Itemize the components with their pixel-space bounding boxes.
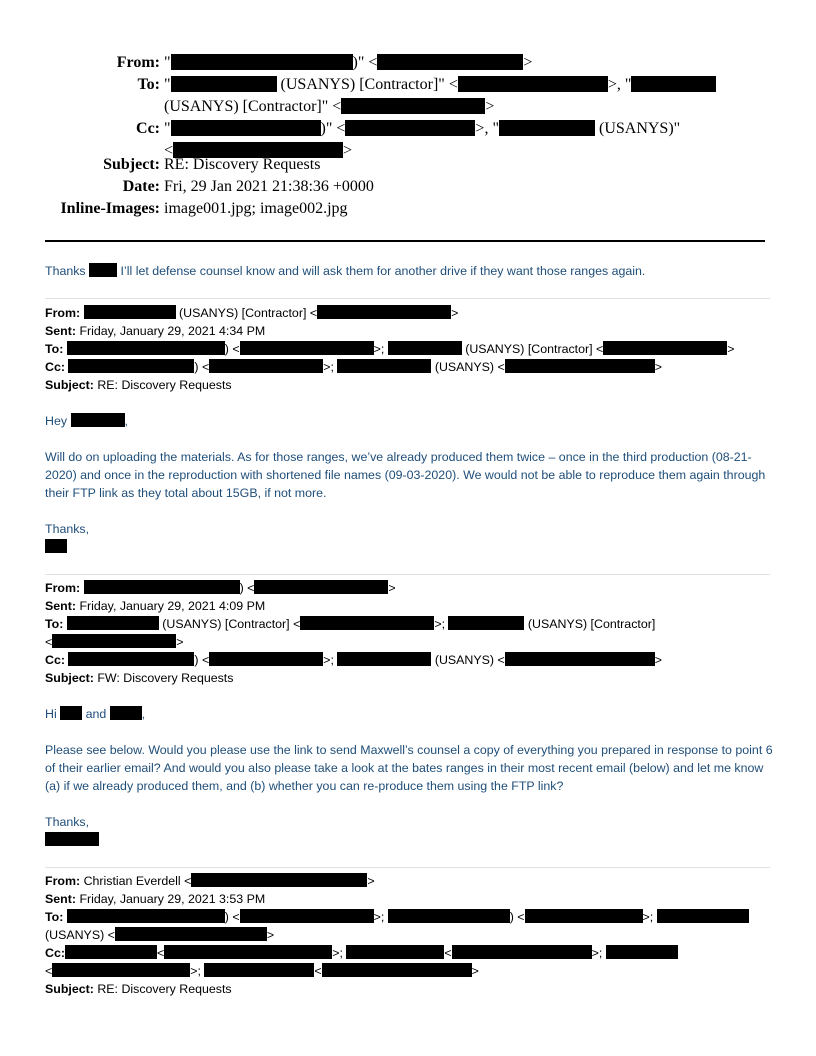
sent-value: Friday, January 29, 2021 3:53 PM <box>79 892 266 906</box>
redaction <box>240 909 374 923</box>
redaction <box>525 909 643 923</box>
email1-thanks: Thanks, <box>45 522 90 536</box>
message-separator <box>45 298 770 299</box>
header-divider <box>45 240 765 242</box>
redaction <box>631 76 716 92</box>
header-date-row <box>0 176 800 198</box>
redaction <box>458 76 608 92</box>
redaction <box>240 341 374 355</box>
redaction <box>171 120 321 136</box>
cc-label: Cc: <box>45 360 65 374</box>
org-tag: (USANYS) [Contractor] <box>280 76 439 93</box>
redaction <box>209 359 323 373</box>
email1-body: Will do on uploading the materials. As for those ranges, we’ve already produced them twice – once in the third production (08-21-2020) and once in the reproduction with shortened file names (09-03-2020). We would not be able to reproduce them again through their FTP link as they total about 15GB, if not more. <box>45 450 766 500</box>
redaction <box>254 580 388 594</box>
email2-greeting: Hi and , <box>45 707 146 721</box>
header-to-value: " (USANYS) [Contractor]" < >, " (USANYS) [Contractor]" < > <box>164 74 716 118</box>
header-date-value: Fri, 29 Jan 2021 21:38:36 +0000 <box>164 178 374 195</box>
to-label: To: <box>45 910 64 924</box>
redaction <box>209 652 323 666</box>
redaction <box>603 341 727 355</box>
redaction <box>452 945 592 959</box>
redaction <box>346 945 444 959</box>
redaction <box>115 927 267 941</box>
reply-text: I’ll let defense counsel know and will ask them for another drive if they want those ranges again. <box>120 264 646 278</box>
sent-value: Friday, January 29, 2021 4:34 PM <box>79 324 266 338</box>
redaction <box>171 76 277 92</box>
redaction <box>505 652 655 666</box>
org-tag: (USANYS) [Contractor] <box>527 617 656 631</box>
redaction <box>110 706 142 720</box>
greeting: Hi <box>45 707 57 721</box>
email2-sent <box>45 597 265 615</box>
org-tag: (USANYS) [Contractor] <box>164 98 322 115</box>
from-label: From: <box>45 581 81 595</box>
email3-to: To: ) < >; ) < >; <box>45 908 749 926</box>
org-tag: (USANYS) <box>598 120 674 137</box>
email1-to: To: ) < >; (USANYS) [Contractor] < > <box>45 342 735 356</box>
redaction <box>388 341 462 355</box>
redaction <box>337 359 431 373</box>
email2-from: From: ) < > <box>45 581 396 595</box>
email2-to-cont: < > <box>45 635 184 649</box>
redaction <box>89 263 117 277</box>
header-subject-row <box>0 154 800 176</box>
sent-label: Sent: <box>45 599 76 613</box>
redaction <box>388 909 510 923</box>
redaction <box>84 580 240 594</box>
subject-value: FW: Discovery Requests <box>97 671 234 685</box>
redaction <box>67 341 225 355</box>
redaction <box>300 616 434 630</box>
header-to-row <box>0 74 800 118</box>
sent-label: Sent: <box>45 324 76 338</box>
sent-label: Sent: <box>45 892 76 906</box>
redaction <box>84 305 176 319</box>
email3-sent <box>45 890 265 908</box>
subject-label: Subject: <box>45 671 94 685</box>
org-tag: (USANYS) [Contractor] <box>179 306 307 320</box>
cc-label: Cc: <box>45 653 65 667</box>
email1-signature <box>45 538 67 556</box>
org-tag: (USANYS) <box>45 928 105 942</box>
email3-cc-cont: < >; < > <box>45 964 479 978</box>
greeting-and: and <box>85 707 107 721</box>
redaction <box>65 945 157 959</box>
email2-signature <box>45 831 99 849</box>
greeting: Hey <box>45 414 68 428</box>
redaction <box>317 305 451 319</box>
redaction <box>52 963 190 977</box>
redaction <box>68 652 194 666</box>
header-from-row <box>0 52 800 74</box>
email3-from: From: Christian Everdell < > <box>45 874 375 888</box>
redaction <box>448 616 524 630</box>
email1-greeting: Hey , <box>45 414 128 428</box>
redaction <box>68 359 194 373</box>
redaction <box>60 706 82 720</box>
org-tag: (USANYS) <box>434 360 495 374</box>
redaction <box>204 963 314 977</box>
header-subject-label: Subject: <box>103 156 160 173</box>
header-subject-value: RE: Discovery Requests <box>164 156 321 173</box>
reply-line <box>45 262 645 280</box>
from-label: From: <box>45 874 81 888</box>
email2-thanks: Thanks, <box>45 815 90 829</box>
redaction <box>341 98 485 114</box>
redaction <box>45 539 67 553</box>
header-inline-images-value: image001.jpg; image002.jpg <box>164 200 348 217</box>
email1-subject <box>45 376 232 394</box>
message-separator <box>45 867 770 868</box>
redaction <box>171 54 353 70</box>
header-cc-label: Cc: <box>136 120 160 137</box>
redaction <box>657 909 749 923</box>
header-cc-value: " )" < >, " (USANYS)" < > <box>164 120 681 159</box>
header-inline-images-label: Inline-Images: <box>60 200 160 217</box>
redaction <box>52 634 176 648</box>
cc-label: Cc: <box>45 946 65 960</box>
redaction <box>67 909 225 923</box>
subject-label: Subject: <box>45 982 94 996</box>
email2-cc: Cc: ) < >; (USANYS) < > <box>45 653 662 667</box>
header-from-label: From: <box>116 54 160 71</box>
redaction <box>164 945 332 959</box>
email2-body: Please see below. Would you please use the link to send Maxwell’s counsel a copy of everything you prepared in response to point 6 of their earlier email? And would you also please take a look at the bates ranges in their most recent email (below) and let me know (a) if we already produced them, and (b) whether you can re-produce them using the FTP link? <box>45 743 773 793</box>
subject-value: RE: Discovery Requests <box>97 378 232 392</box>
header-to-label: To: <box>137 76 160 93</box>
redaction <box>505 359 655 373</box>
email1-from: From: (USANYS) [Contractor] < > <box>45 306 459 320</box>
redaction <box>606 945 678 959</box>
subject-value: RE: Discovery Requests <box>97 982 232 996</box>
redaction <box>45 832 99 846</box>
redaction <box>191 873 367 887</box>
email3-subject <box>45 980 232 998</box>
redaction <box>345 120 475 136</box>
email2-to: To: (USANYS) [Contractor] < >; (USANYS) [Contractor] <box>45 617 656 631</box>
to-label: To: <box>45 617 64 631</box>
message-separator <box>45 574 770 575</box>
from-label: From: <box>45 306 81 320</box>
redaction <box>337 652 431 666</box>
org-tag: (USANYS) [Contractor] <box>162 617 290 631</box>
redaction <box>71 413 125 427</box>
org-tag: (USANYS) <box>434 653 495 667</box>
header-from-value: " )" < > <box>164 54 533 71</box>
email1-cc: Cc: ) < >; (USANYS) < > <box>45 360 662 374</box>
redaction <box>67 616 159 630</box>
reply-thanks: Thanks <box>45 264 86 278</box>
to-label: To: <box>45 342 64 356</box>
email3-to-cont: (USANYS) < > <box>45 928 275 942</box>
org-tag: (USANYS) [Contractor] <box>465 342 593 356</box>
sent-value: Friday, January 29, 2021 4:09 PM <box>79 599 266 613</box>
redaction <box>499 120 595 136</box>
email1-sent <box>45 322 265 340</box>
header-date-label: Date: <box>122 178 160 195</box>
from-name: Christian Everdell <box>83 874 181 888</box>
email2-subject <box>45 669 233 687</box>
subject-label: Subject: <box>45 378 94 392</box>
email3-cc: Cc: < >; < >; <box>45 944 678 962</box>
header-inline-images-row <box>0 198 800 220</box>
redaction <box>322 963 472 977</box>
redaction <box>377 54 523 70</box>
